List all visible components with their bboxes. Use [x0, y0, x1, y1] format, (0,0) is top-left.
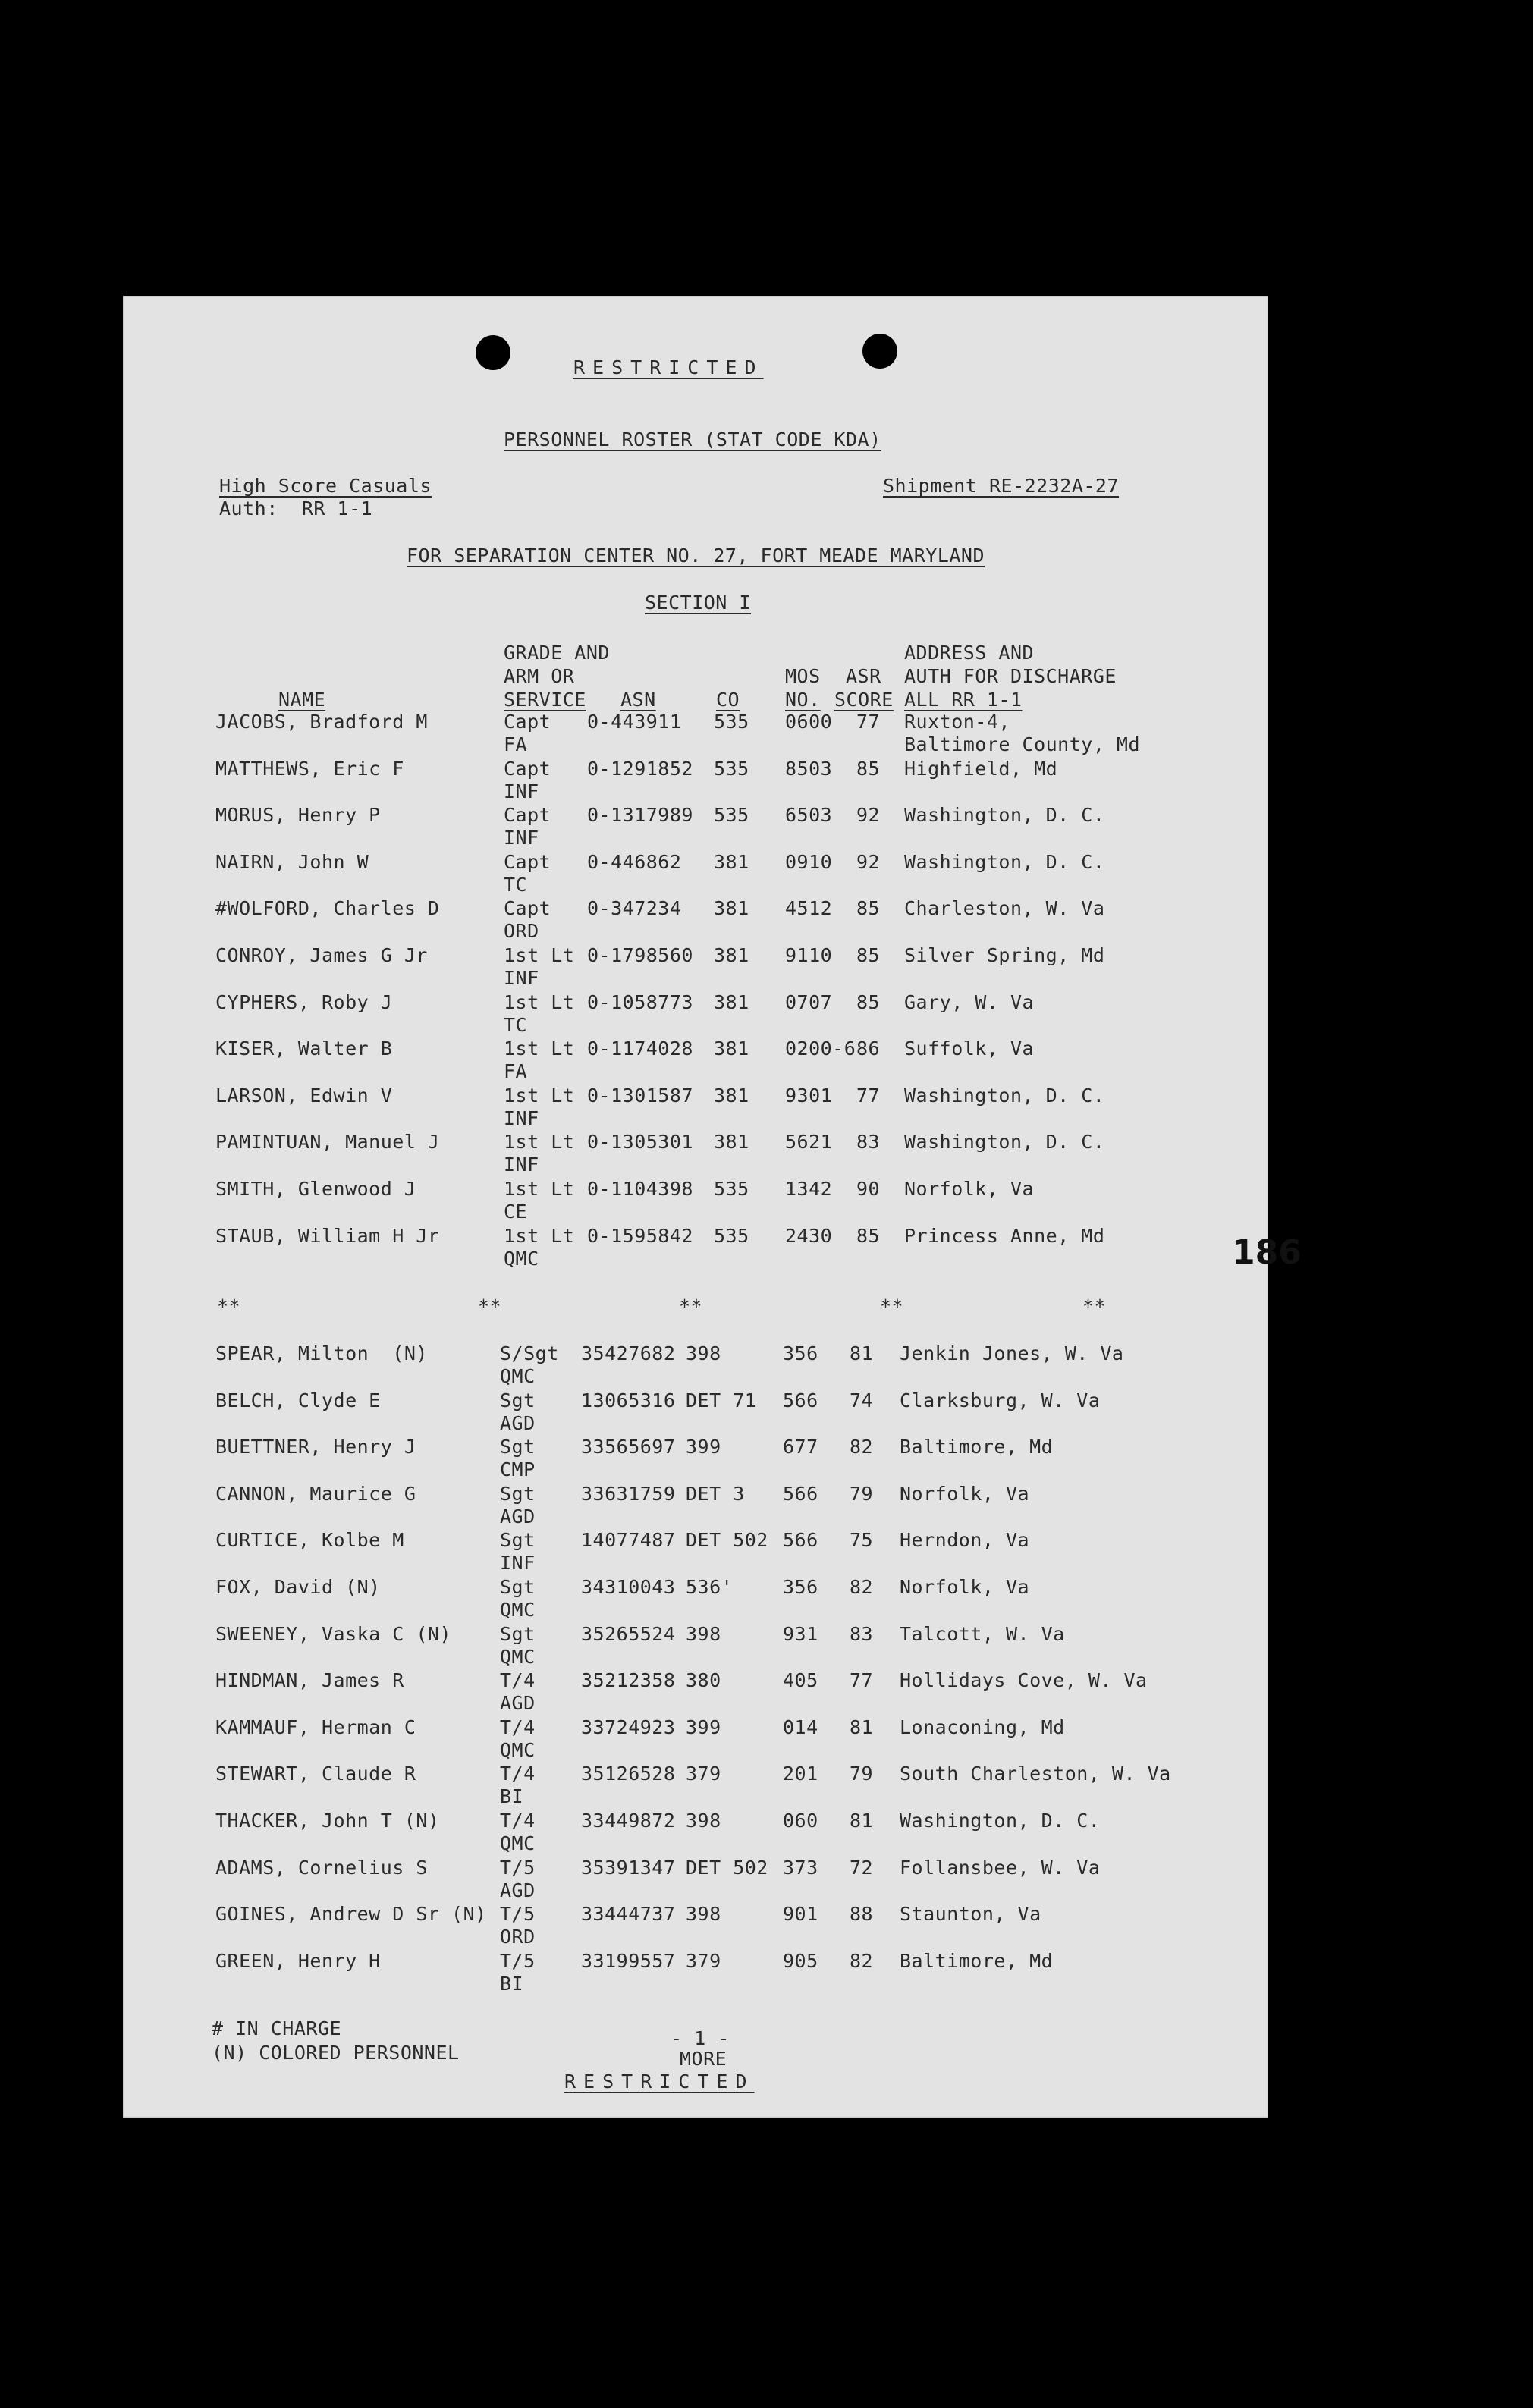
address-cell: Follansbee, W. Va	[900, 1856, 1101, 1879]
asr-cell: 92	[856, 850, 881, 873]
grade-cell: Sgt	[500, 1529, 536, 1552]
asn-cell: 0-446862	[587, 850, 682, 873]
asr-cell: 82	[850, 1949, 874, 1972]
mos-cell: 0200-6	[785, 1038, 856, 1060]
name-cell: PAMINTUAN, Manuel J	[215, 1131, 440, 1154]
roster-title: PERSONNEL ROSTER (STAT CODE KDA)	[504, 429, 881, 451]
mos-cell: 5621	[785, 1131, 833, 1154]
name-cell: BELCH, Clyde E	[215, 1389, 381, 1411]
asn-cell: 0-1798560	[587, 944, 693, 966]
grade-cell: Capt	[504, 804, 551, 827]
mos-cell: 373	[783, 1856, 818, 1879]
grade-cell: 1st Lt	[504, 1131, 575, 1154]
name-cell: STEWART, Claude R	[215, 1763, 416, 1785]
grade-cell: Sgt	[500, 1436, 536, 1458]
asr-cell: 82	[850, 1576, 874, 1598]
grade-cell: 1st Lt	[504, 1178, 575, 1200]
col-asn: ASN	[620, 689, 656, 711]
asn-cell: 0-1317989	[587, 804, 693, 827]
name-cell: JACOBS, Bradford M	[215, 711, 428, 733]
section-heading: SECTION I	[645, 592, 751, 614]
asn-cell: 0-1291852	[587, 757, 693, 780]
address-cell: Ruxton-4,	[904, 711, 1010, 733]
arm-cell: BI	[500, 1785, 524, 1808]
co-cell: DET 71	[686, 1389, 757, 1411]
legend-colored: (N) COLORED PERSONNEL	[212, 2042, 460, 2064]
shipment-number: Shipment RE-2232A-27	[883, 475, 1120, 497]
asr-cell: 81	[850, 1810, 874, 1832]
address-cell: Suffolk, Va	[904, 1038, 1035, 1060]
mos-cell: 9110	[785, 944, 833, 966]
name-cell: LARSON, Edwin V	[215, 1084, 393, 1107]
mos-cell: 931	[783, 1622, 818, 1645]
grade-cell: 1st Lt	[504, 1038, 575, 1060]
arm-cell: AGD	[500, 1505, 536, 1527]
address-cell: Norfolk, Va	[900, 1576, 1030, 1598]
co-cell: 536'	[686, 1576, 734, 1598]
mos-cell: 4512	[785, 897, 833, 920]
co-cell: 381	[714, 1038, 749, 1060]
co-cell: DET 502	[686, 1856, 768, 1879]
address-cell: Charleston, W. Va	[904, 897, 1105, 920]
name-cell: NAIRN, John W	[215, 850, 369, 873]
col-grade-1: GRADE AND	[504, 642, 610, 664]
arm-cell: QMC	[500, 1832, 536, 1854]
mos-cell: 677	[783, 1436, 818, 1458]
address-cell: Princess Anne, Md	[904, 1224, 1105, 1247]
asr-cell: 85	[856, 991, 881, 1013]
grade-cell: Sgt	[500, 1622, 536, 1645]
asr-cell: 72	[850, 1856, 874, 1879]
name-cell: STAUB, William H Jr	[215, 1224, 440, 1247]
grade-cell: 1st Lt	[504, 944, 575, 966]
asr-cell: 77	[850, 1669, 874, 1692]
arm-cell: AGD	[500, 1692, 536, 1715]
asn-cell: 33449872	[581, 1810, 676, 1832]
asr-cell: 82	[850, 1436, 874, 1458]
name-cell: CYPHERS, Roby J	[215, 991, 393, 1013]
handwritten-number: 186	[1232, 1233, 1302, 1272]
address-cell: Baltimore, Md	[900, 1949, 1054, 1972]
address-cell: Baltimore, Md	[900, 1436, 1054, 1458]
mos-cell: 0707	[785, 991, 833, 1013]
grade-cell: Capt	[504, 850, 551, 873]
asn-cell: 14077487	[581, 1529, 676, 1552]
mos-cell: 060	[783, 1810, 818, 1832]
name-cell: KISER, Walter B	[215, 1038, 393, 1060]
arm-cell: FA	[504, 1060, 528, 1083]
grade-cell: Capt	[504, 711, 551, 733]
address-cell: Talcott, W. Va	[900, 1622, 1065, 1645]
mos-cell: 9301	[785, 1084, 833, 1107]
arm-cell: ORD	[500, 1926, 536, 1948]
address-cell: Jenkin Jones, W. Va	[900, 1342, 1124, 1364]
co-cell: 379	[686, 1949, 721, 1972]
co-cell: 535	[714, 711, 749, 733]
restricted-top: RESTRICTED	[573, 356, 764, 378]
page-number: - 1 -	[671, 2027, 730, 2049]
co-cell: 381	[714, 850, 749, 873]
co-cell: 399	[686, 1436, 721, 1458]
mos-cell: 356	[783, 1342, 818, 1364]
asn-cell: 0-1174028	[587, 1038, 693, 1060]
punch-hole-right	[862, 334, 897, 369]
address-cell: South Charleston, W. Va	[900, 1763, 1171, 1785]
restricted-bottom: RESTRICTED	[564, 2071, 755, 2092]
asr-cell: 83	[850, 1622, 874, 1645]
asn-cell: 35126528	[581, 1763, 676, 1785]
mos-cell: 2430	[785, 1224, 833, 1247]
co-cell: DET 502	[686, 1529, 768, 1552]
name-cell: #WOLFORD, Charles D	[215, 897, 440, 920]
col-grade-2: ARM OR	[504, 665, 575, 687]
asn-cell: 0-1305301	[587, 1131, 693, 1154]
name-cell: GREEN, Henry H	[215, 1949, 381, 1972]
name-cell: ADAMS, Cornelius S	[215, 1856, 428, 1879]
mos-cell: 014	[783, 1716, 818, 1738]
co-cell: 535	[714, 804, 749, 827]
arm-cell: INF	[504, 827, 539, 849]
co-cell: 535	[714, 1224, 749, 1247]
name-cell: KAMMAUF, Herman C	[215, 1716, 416, 1738]
col-mos-2: NO.	[785, 689, 821, 711]
arm-cell: ORD	[504, 920, 539, 943]
separator-mark: **	[478, 1295, 502, 1317]
asr-cell: 75	[850, 1529, 874, 1552]
asn-cell: 0-443911	[587, 711, 682, 733]
mos-cell: 901	[783, 1903, 818, 1926]
asn-cell: 33199557	[581, 1949, 676, 1972]
asn-cell: 33631759	[581, 1482, 676, 1505]
col-address-2: AUTH FOR DISCHARGE	[904, 665, 1117, 687]
name-cell: CURTICE, Kolbe M	[215, 1529, 404, 1552]
name-cell: GOINES, Andrew D Sr (N)	[215, 1903, 487, 1926]
asr-cell: 77	[856, 1084, 881, 1107]
arm-cell: INF	[504, 780, 539, 802]
grade-cell: Capt	[504, 897, 551, 920]
separation-center: FOR SEPARATION CENTER NO. 27, FORT MEADE MARYLAND	[407, 545, 985, 567]
co-cell: 398	[686, 1622, 721, 1645]
asr-cell: 92	[856, 804, 881, 827]
address-cell: Norfolk, Va	[900, 1482, 1030, 1505]
arm-cell: TC	[504, 873, 528, 896]
mos-cell: 905	[783, 1949, 818, 1972]
name-cell: BUETTNER, Henry J	[215, 1436, 416, 1458]
arm-cell: QMC	[500, 1645, 536, 1668]
grade-cell: 1st Lt	[504, 1224, 575, 1247]
asr-cell: 83	[856, 1131, 881, 1154]
asr-cell: 85	[856, 757, 881, 780]
col-address-1: ADDRESS AND	[904, 642, 1035, 664]
asr-cell: 79	[850, 1482, 874, 1505]
asn-cell: 33724923	[581, 1716, 676, 1738]
asn-cell: 0-1595842	[587, 1224, 693, 1247]
separator-mark: **	[880, 1295, 904, 1317]
grade-cell: T/5	[500, 1949, 536, 1972]
name-cell: HINDMAN, James R	[215, 1669, 404, 1692]
name-cell: SMITH, Glenwood J	[215, 1178, 416, 1200]
arm-cell: QMC	[500, 1738, 536, 1761]
col-address-3: ALL RR 1-1	[904, 689, 1023, 711]
col-grade-3: SERVICE	[504, 689, 586, 711]
co-cell: 381	[714, 897, 749, 920]
name-cell: SPEAR, Milton (N)	[215, 1342, 428, 1364]
co-cell: 535	[714, 1178, 749, 1200]
arm-cell: INF	[500, 1552, 536, 1574]
arm-cell: INF	[504, 1107, 539, 1129]
mos-cell: 8503	[785, 757, 833, 780]
asr-cell: 90	[856, 1178, 881, 1200]
grade-cell: T/5	[500, 1856, 536, 1879]
address-cell: Lonaconing, Md	[900, 1716, 1065, 1738]
asr-cell: 85	[856, 1224, 881, 1247]
address-cell: Clarksburg, W. Va	[900, 1389, 1101, 1411]
address-cell: Norfolk, Va	[904, 1178, 1035, 1200]
separator-mark: **	[1082, 1295, 1107, 1317]
name-cell: MATTHEWS, Eric F	[215, 757, 404, 780]
address-cell: Washington, D. C.	[904, 1084, 1105, 1107]
arm-cell: CMP	[500, 1458, 536, 1481]
asr-cell: 85	[856, 944, 881, 966]
asr-cell: 86	[856, 1038, 881, 1060]
co-cell: 379	[686, 1763, 721, 1785]
grade-cell: Sgt	[500, 1576, 536, 1598]
asr-cell: 77	[856, 711, 881, 733]
punch-hole-left	[476, 335, 510, 370]
arm-cell: FA	[504, 733, 528, 755]
mos-cell: 566	[783, 1529, 818, 1552]
arm-cell: TC	[504, 1013, 528, 1036]
grade-cell: 1st Lt	[504, 1084, 575, 1107]
name-cell: CONROY, James G Jr	[215, 944, 428, 966]
mos-cell: 356	[783, 1576, 818, 1598]
asr-cell: 81	[850, 1716, 874, 1738]
asn-cell: 35427682	[581, 1342, 676, 1364]
asn-cell: 0-347234	[587, 897, 682, 920]
name-cell: SWEENEY, Vaska C (N)	[215, 1622, 452, 1645]
arm-cell: QMC	[504, 1247, 539, 1270]
asn-cell: 13065316	[581, 1389, 676, 1411]
grade-cell: Sgt	[500, 1389, 536, 1411]
arm-cell: AGD	[500, 1411, 536, 1434]
co-cell: 381	[714, 1131, 749, 1154]
legend-in-charge: # IN CHARGE	[212, 2017, 342, 2039]
name-cell: MORUS, Henry P	[215, 804, 381, 827]
asn-cell: 0-1058773	[587, 991, 693, 1013]
asn-cell: 35391347	[581, 1856, 676, 1879]
address-cell: Herndon, Va	[900, 1529, 1030, 1552]
asn-cell: 0-1104398	[587, 1178, 693, 1200]
arm-cell: BI	[500, 1972, 524, 1995]
col-mos-1: MOS	[785, 665, 821, 687]
asr-cell: 85	[856, 897, 881, 920]
grade-cell: T/4	[500, 1716, 536, 1738]
more-indicator: MORE	[680, 2048, 727, 2070]
grade-cell: T/5	[500, 1903, 536, 1926]
asr-cell: 79	[850, 1763, 874, 1785]
co-cell: 381	[714, 944, 749, 966]
grade-cell: S/Sgt	[500, 1342, 559, 1364]
auth-line: Auth: RR 1-1	[219, 498, 373, 520]
address-cell: Washington, D. C.	[904, 850, 1105, 873]
address-cell: Silver Spring, Md	[904, 944, 1105, 966]
co-cell: 398	[686, 1903, 721, 1926]
mos-cell: 6503	[785, 804, 833, 827]
separator-mark: **	[217, 1295, 241, 1317]
mos-cell: 405	[783, 1669, 818, 1692]
grade-cell: 1st Lt	[504, 991, 575, 1013]
mos-cell: 0910	[785, 850, 833, 873]
co-cell: 380	[686, 1669, 721, 1692]
asn-cell: 35212358	[581, 1669, 676, 1692]
co-cell: 381	[714, 991, 749, 1013]
address-cell: Washington, D. C.	[904, 1131, 1105, 1154]
asr-cell: 74	[850, 1389, 874, 1411]
asn-cell: 33444737	[581, 1903, 676, 1926]
address-cell: Hollidays Cove, W. Va	[900, 1669, 1148, 1692]
asn-cell: 0-1301587	[587, 1084, 693, 1107]
document-page	[123, 296, 1302, 2118]
grade-cell: T/4	[500, 1669, 536, 1692]
address-cell: Staunton, Va	[900, 1903, 1041, 1926]
name-cell: FOX, David (N)	[215, 1576, 381, 1598]
grade-cell: Sgt	[500, 1482, 536, 1505]
name-cell: THACKER, John T (N)	[215, 1810, 440, 1832]
grade-cell: Capt	[504, 757, 551, 780]
co-cell: 381	[714, 1084, 749, 1107]
mos-cell: 0600	[785, 711, 833, 733]
col-asr-2: SCORE	[834, 689, 894, 711]
col-co: CO	[716, 689, 740, 711]
arm-cell: INF	[504, 1154, 539, 1176]
arm-cell: INF	[504, 967, 539, 989]
asn-cell: 33565697	[581, 1436, 676, 1458]
arm-cell: QMC	[500, 1365, 536, 1387]
col-name: NAME	[278, 689, 326, 711]
asn-cell: 34310043	[581, 1576, 676, 1598]
address-cell: Highfield, Md	[904, 757, 1058, 780]
address-cell-2: Baltimore County, Md	[904, 733, 1141, 755]
asr-cell: 81	[850, 1342, 874, 1364]
address-cell: Gary, W. Va	[904, 991, 1035, 1013]
arm-cell: CE	[504, 1201, 528, 1223]
mos-cell: 1342	[785, 1178, 833, 1200]
grade-cell: T/4	[500, 1810, 536, 1832]
grade-cell: T/4	[500, 1763, 536, 1785]
mos-cell: 566	[783, 1482, 818, 1505]
separator-mark: **	[679, 1295, 703, 1317]
col-asr-1: ASR	[846, 665, 881, 687]
mos-cell: 201	[783, 1763, 818, 1785]
name-cell: CANNON, Maurice G	[215, 1482, 416, 1505]
co-cell: 535	[714, 757, 749, 780]
co-cell: 398	[686, 1342, 721, 1364]
asn-cell: 35265524	[581, 1622, 676, 1645]
address-cell: Washington, D. C.	[900, 1810, 1101, 1832]
mos-cell: 566	[783, 1389, 818, 1411]
high-score-casuals: High Score Casuals	[219, 475, 432, 497]
arm-cell: AGD	[500, 1879, 536, 1901]
co-cell: DET 3	[686, 1482, 745, 1505]
address-cell: Washington, D. C.	[904, 804, 1105, 827]
asr-cell: 88	[850, 1903, 874, 1926]
co-cell: 399	[686, 1716, 721, 1738]
arm-cell: QMC	[500, 1599, 536, 1621]
co-cell: 398	[686, 1810, 721, 1832]
